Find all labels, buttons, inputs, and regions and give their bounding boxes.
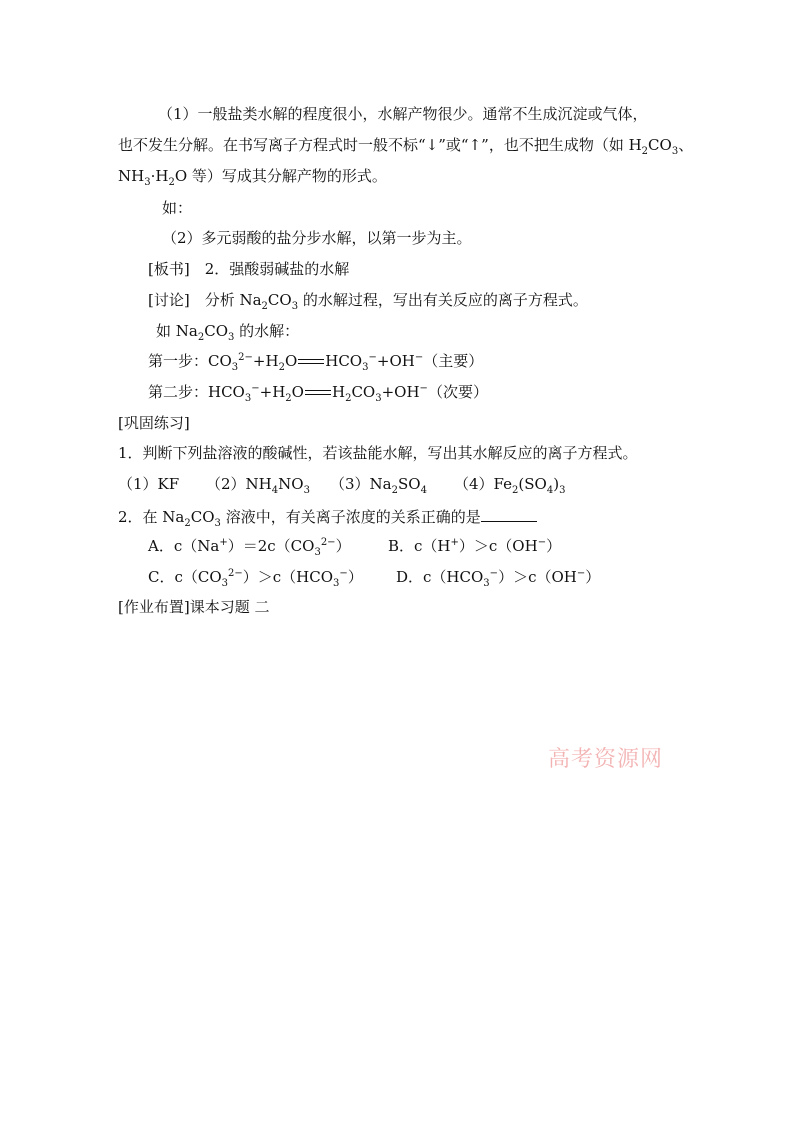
equilibrium-arrow-icon	[305, 388, 331, 398]
question-2: 2．在 $Na_2CO_3$ 溶液中，有关离子浓度的关系正确的是	[118, 505, 537, 527]
paragraph-1-line-1: （1）一般盐类水解的程度很小，水解产物很少。通常不生成沉淀或气体，	[158, 105, 648, 123]
question-1: 1．判断下列盐溶液的酸碱性，若该盐能水解，写出其水解反应的离子方程式。	[118, 444, 638, 462]
answer-blank[interactable]	[481, 505, 537, 522]
step-2-equation: 第二步：$HCO_3^-+H_2O$ $H_2CO_3+OH^-$（次要）	[148, 383, 488, 404]
option-a: A．$c(Na^+)=2c(CO_3^{2-})$	[148, 537, 351, 558]
question-1-option-3: $(3)Na_2SO_4$	[330, 475, 427, 496]
watermark: 高考资源网	[548, 747, 664, 772]
option-d: D．$c(HCO_3^-)>c(OH^-)$	[396, 568, 601, 589]
paragraph-2: （2）多元弱酸的盐分步水解，以第一步为主。	[162, 229, 472, 247]
option-b: B．c（H+）＞c（OH−）	[388, 537, 562, 555]
option-c: C．$c(CO_3^{2-})>c(HCO_3^-)$	[148, 568, 363, 589]
example-label: 如：	[162, 199, 193, 217]
question-1-option-2: $(2)NH_4NO_3$	[206, 475, 310, 496]
question-1-option-4: $(4)Fe_2(SO_4)_3$	[454, 475, 566, 496]
board-note: [板书] 2．强酸弱碱盐的水解	[148, 260, 350, 278]
paragraph-1-line-2: 也不发生分解。在书写离子方程式时一般不标“↓”或“↑”，也不把生成物（如 $H_2CO_3$、	[118, 136, 694, 157]
paragraph-1-line-3: $NH_3\cdot H_2O$ 等）写成其分解产物的形式。	[118, 167, 387, 188]
homework-assignment: [作业布置]课本习题 二	[118, 598, 270, 616]
discussion-line: [讨论] 分析 $Na_2CO_3$ 的水解过程，写出有关反应的离子方程式。	[148, 291, 588, 312]
equilibrium-arrow-icon	[298, 357, 324, 367]
example-na2co3: 如 $Na_2CO_3$ 的水解：	[156, 322, 300, 343]
practice-heading: [巩固练习]	[118, 414, 190, 432]
step-1-equation: 第一步：$CO_3^{2-}+H_2O$ $HCO_3^-+OH^-$（主要）	[148, 352, 484, 373]
question-1-option-1: （1）KF	[118, 475, 180, 493]
